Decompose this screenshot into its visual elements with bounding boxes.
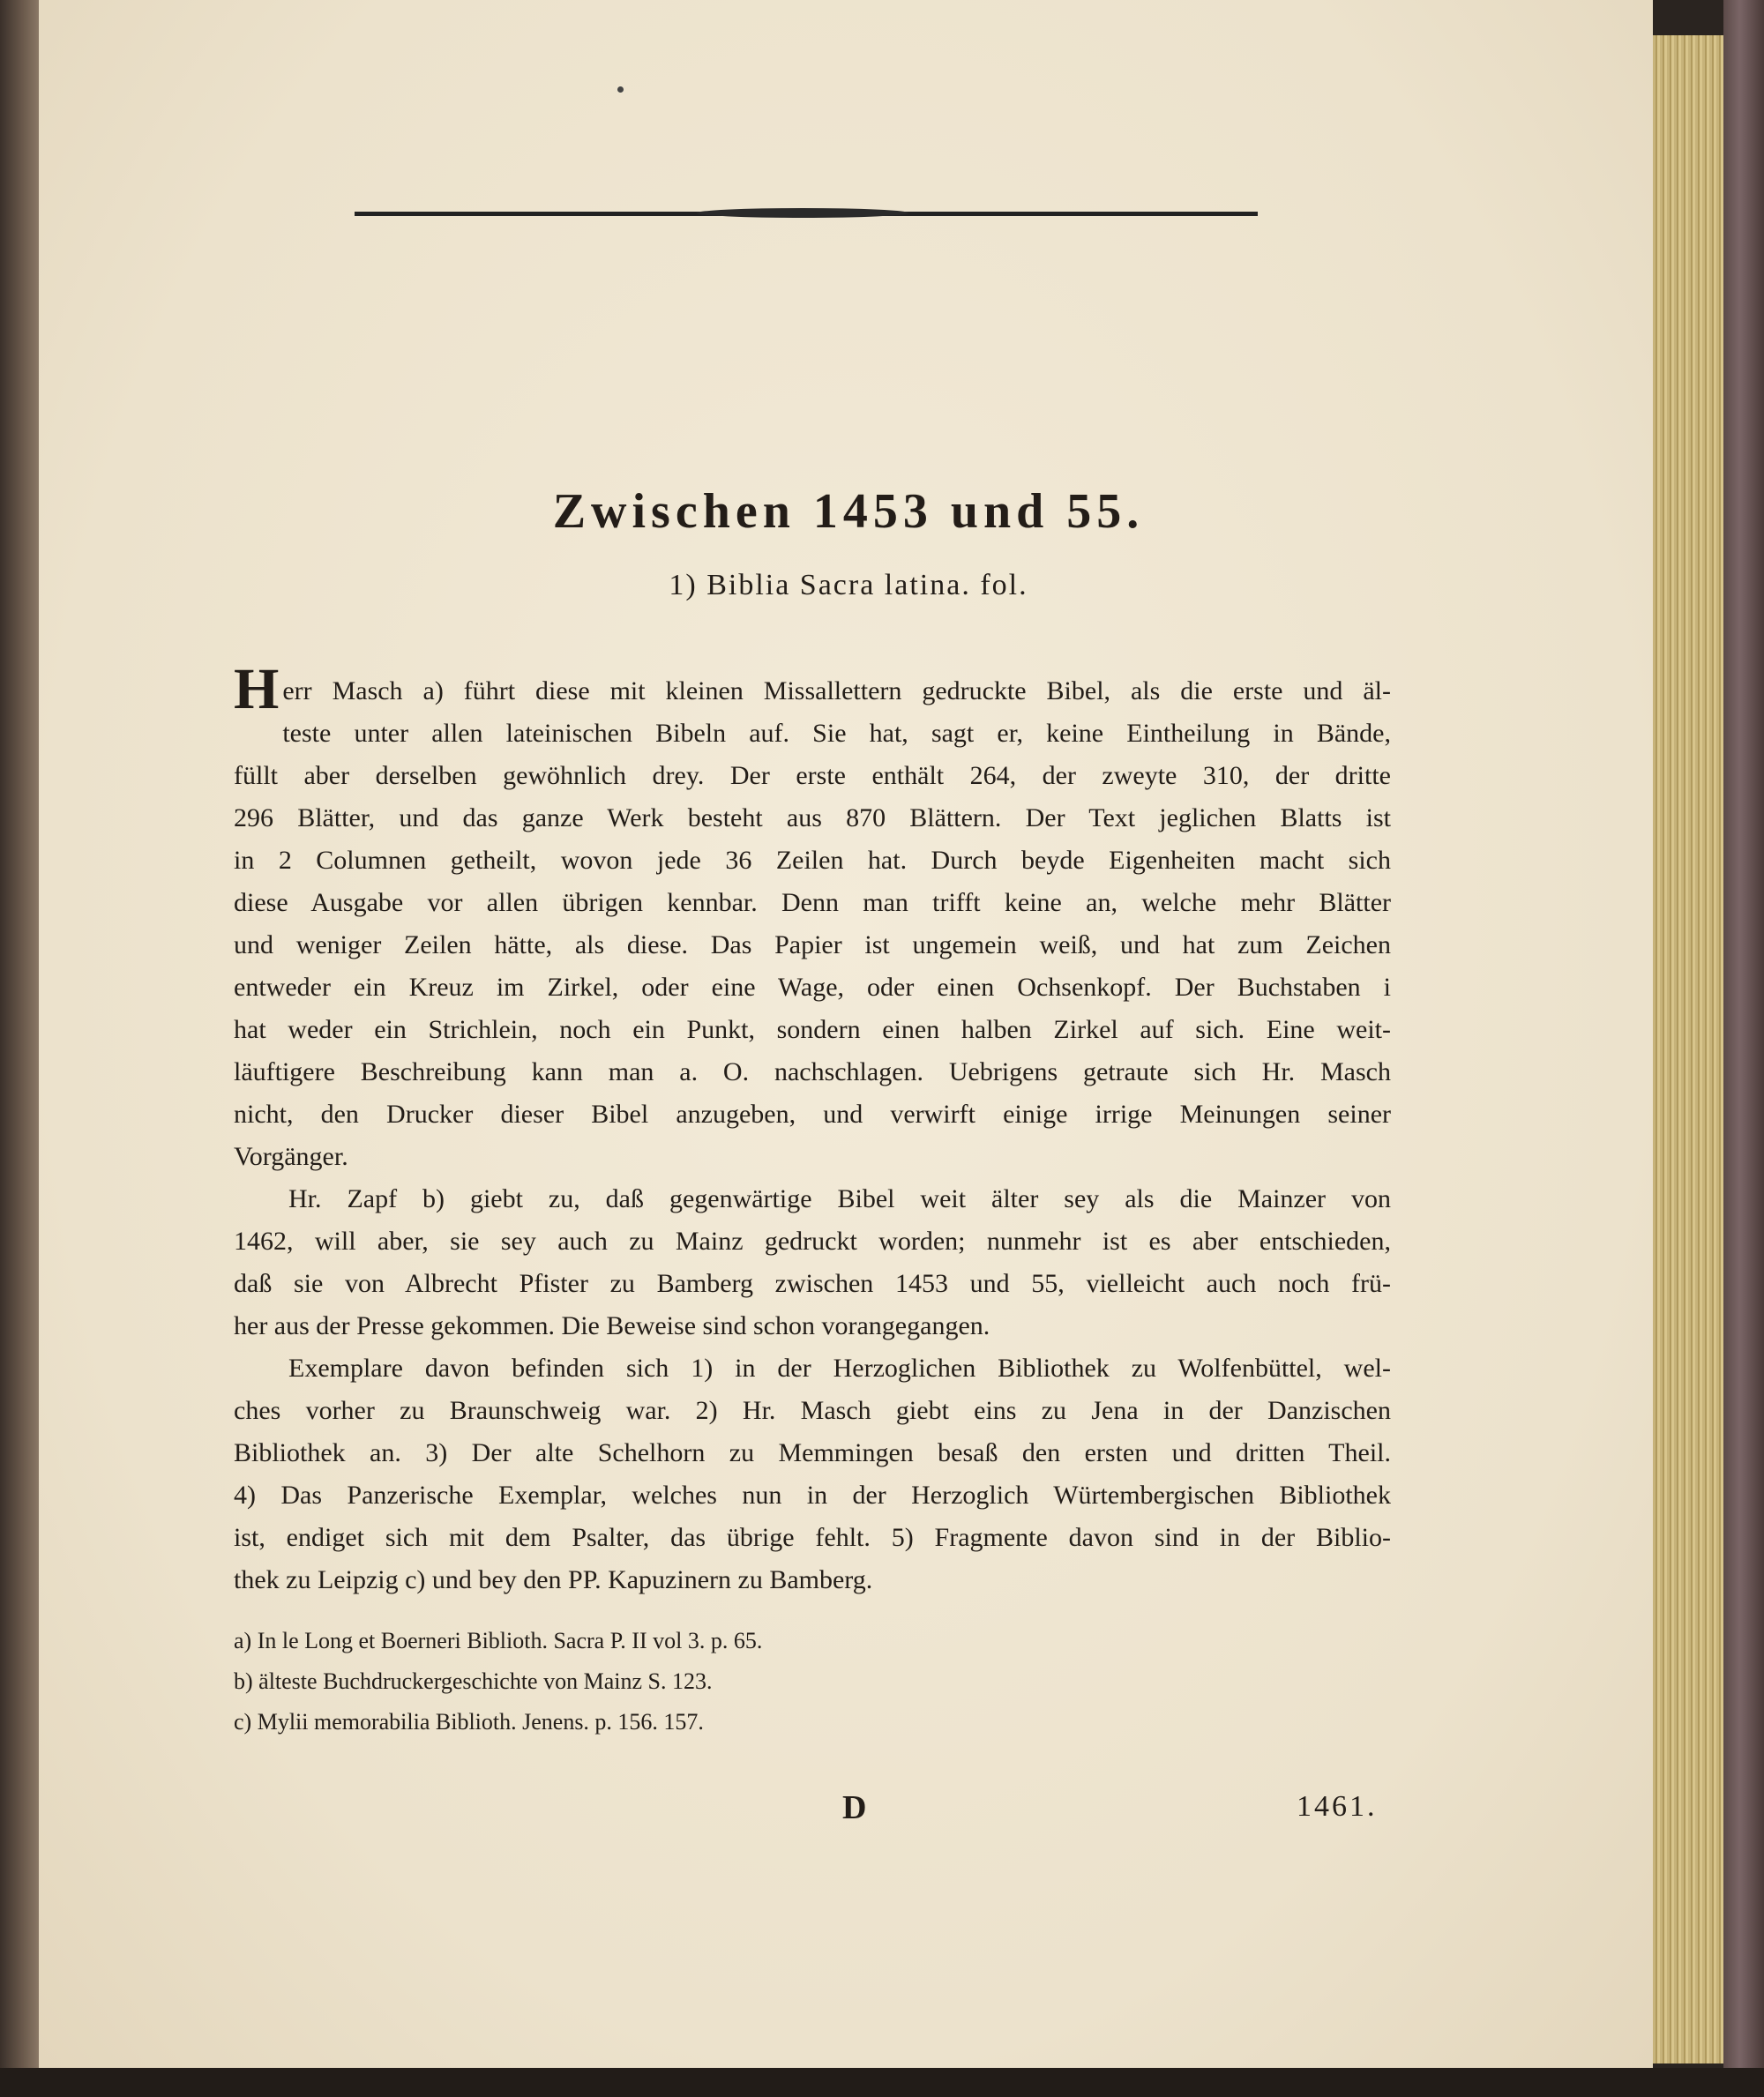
text-line: Hr. Zapf b) giebt zu, daß gegenwärtige Bibel weit älter sey als die Mainzer von [288, 1184, 1391, 1213]
text-line: diese Ausgabe vor allen übrigen kennbar. Denn man trifft keine an, welche mehr Blätter [234, 888, 1391, 917]
text-line: Vorgänger. [234, 1142, 348, 1171]
footnote-a: a) In le Long et Boerneri Biblioth. Sacra P. II vol 3. p. 65. [234, 1628, 763, 1653]
text-line: 296 Blätter, und das ganze Werk besteht aus 870 Blättern. Der Text jeglichen Blatts ist [234, 803, 1391, 832]
book-binding [1723, 0, 1764, 2097]
signature-mark: D [842, 1789, 867, 1826]
text-line: nicht, den Drucker dieser Bibel anzugeben, und verwirft einige irrige Meinungen seiner [234, 1100, 1391, 1129]
paragraph-2 [234, 1178, 1391, 1347]
text-line: err Masch a) führt diese mit kleinen Missallettern gedruckte Bibel, als die erste und äl- [282, 676, 1391, 705]
body-text [234, 657, 1391, 1601]
footnote-b: b) älteste Buchdruckergeschichte von Mainz S. 123. [234, 1668, 713, 1694]
footnotes [234, 1621, 762, 1743]
paragraph-3 [234, 1347, 1391, 1601]
text-line: entweder ein Kreuz im Zirkel, oder eine Wage, oder einen Ochsenkopf. Der Buchstaben i [234, 973, 1391, 1002]
scan-background [0, 2068, 1764, 2097]
text-line: füllt aber derselben gewöhnlich drey. Der erste enthält 264, der zweyte 310, der dritte [234, 761, 1391, 790]
text-line: hat weder ein Strichlein, noch ein Punkt, sondern einen halben Zirkel auf sich. Eine weit- [234, 1015, 1391, 1044]
text-line: Bibliothek an. 3) Der alte Schelhorn zu Memmingen besaß den ersten und dritten Theil. [234, 1438, 1391, 1467]
text-line: ches vorher zu Braunschweig war. 2) Hr. Masch giebt eins zu Jena in der Danzischen [234, 1396, 1391, 1425]
page-edges [1653, 35, 1723, 2063]
catchword: 1461. [1297, 1790, 1378, 1823]
text-line: Exemplare davon befinden sich 1) in der Herzoglichen Bibliothek zu Wolfenbüttel, wel- [288, 1354, 1391, 1383]
book-left-edge [0, 0, 39, 2097]
text-line: und weniger Zeilen hätte, als diese. Das Papier ist ungemein weiß, und hat zum Zeichen [234, 930, 1391, 959]
text-line: teste unter allen lateinischen Bibeln auf. Sie hat, sagt er, keine Eintheilung in Bände, [282, 719, 1391, 748]
text-line: in 2 Columnen getheilt, wovon jede 36 Zeilen hat. Durch beyde Eigenheiten macht sich [234, 846, 1391, 875]
ink-speck [617, 86, 624, 93]
text-line: 4) Das Panzerische Exemplar, welches nun in der Herzoglich Würtembergischen Bibliothek [234, 1481, 1391, 1510]
section-heading: Zwischen 1453 und 55. [552, 484, 1145, 539]
paragraph-1 [234, 657, 1391, 1178]
drop-cap: H [234, 657, 280, 721]
text-line: läuftigere Beschreibung kann man a. O. nachschlagen. Uebrigens getraute sich Hr. Masch [234, 1057, 1391, 1086]
entry-title: 1) Biblia Sacra latina. fol. [669, 569, 1028, 601]
header-rule-ornament [697, 208, 908, 218]
text-line: ist, endiget sich mit dem Psalter, das übrige fehlt. 5) Fragmente davon sind in der Biblio- [234, 1523, 1391, 1552]
text-line: thek zu Leipzig c) und bey den PP. Kapuzinern zu Bamberg. [234, 1565, 873, 1594]
footnote-c: c) Mylii memorabilia Biblioth. Jenens. p. 156. 157. [234, 1709, 704, 1735]
text-line: her aus der Presse gekommen. Die Beweise sind schon vorangegangen. [234, 1311, 990, 1340]
text-line: daß sie von Albrecht Pfister zu Bamberg zwischen 1453 und 55, vielleicht auch noch frü- [234, 1269, 1391, 1298]
text-line: 1462, will aber, sie sey auch zu Mainz gedruckt worden; nunmehr ist es aber entschieden, [234, 1227, 1391, 1256]
